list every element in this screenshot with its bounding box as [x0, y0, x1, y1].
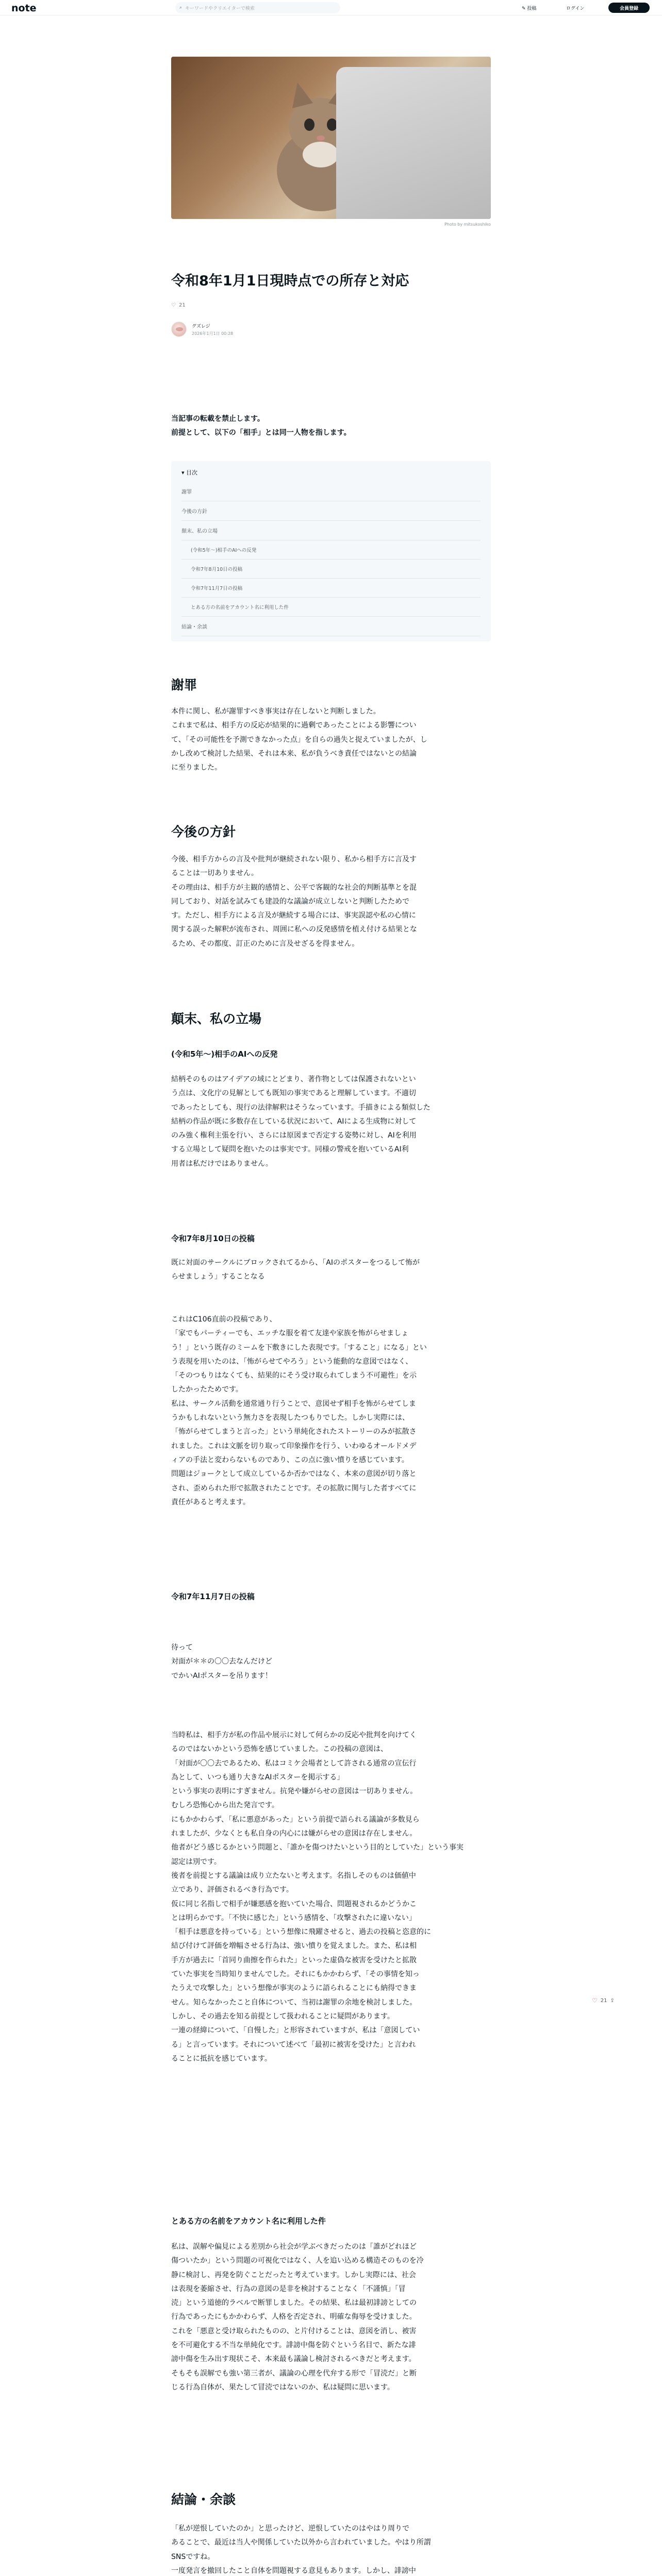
- note-logo[interactable]: note: [11, 3, 37, 14]
- subsection-heading: 令和7年8月10日の投稿: [171, 1234, 255, 1243]
- text-line: じる行為自体が、果たして冒涜ではないのか、私は疑問に思います。: [171, 2383, 394, 2392]
- section-heading: 結論・余談: [171, 2492, 236, 2507]
- subsection-heading: 令和7年11月7日の投稿: [171, 1592, 255, 1601]
- text-line: 私は、サークル活動を通常通り行うことで、意図せず相手を怖がらせてしま: [171, 1399, 416, 1408]
- text-line: う点は、文化庁の見解としても既知の事実であると理解しています。不適切: [171, 1089, 416, 1098]
- text-line: 他者がどう感じるかという問題と、「誰かを傷つけたいという目的としていた」という事実: [171, 1843, 464, 1852]
- text-line: 静に検討し、再発を防ぐことだったと考えています。しかし実際には、社会: [171, 2270, 416, 2279]
- lead-line: 当記事の転載を禁止します。: [171, 415, 264, 423]
- text-line: 結柄そのものはアイデアの域にとどまり、著作物としては保護されないとい: [171, 1075, 416, 1083]
- text-line: これまで私は、相手方の反応が結果的に過剰であったことによる影響につい: [171, 721, 417, 730]
- text-line: 対面が＊＊の〇〇去なんだけど: [171, 1657, 272, 1666]
- toc-item[interactable]: 謝罪: [181, 482, 481, 501]
- text-line: そもそも誤解でも強い第三者が、議論の心理を代弁する形で「冒涜だ」と断: [171, 2369, 417, 2378]
- section-body: [171, 2522, 491, 2576]
- subsection-heading: とある方の名前をアカウント名に利用した件: [171, 2216, 326, 2226]
- text-line: 既に対面のサークルにブロックされてるから、「AIのポスターをつるして怖が: [171, 1259, 420, 1267]
- heart-outline-icon: ♡: [171, 302, 176, 308]
- author-name[interactable]: グズレジ: [192, 324, 210, 329]
- text-line: る」と言っています。それについて述べて「最初に被害を受けた」と言われ: [171, 2040, 416, 2049]
- text-line: 結び付けて評価を増幅させる行為は、強い憤りを覚えました。また、私は相: [171, 1942, 417, 1951]
- floating-like[interactable]: [592, 1997, 615, 2004]
- text-line: ていた事実を当時知りませんでした。それにもかかわらず、「その事情を知っ: [171, 1970, 420, 1979]
- text-line: であったとしても、現行の法律解釈はそうなっています。手描きによる類似した: [171, 1103, 431, 1112]
- text-line: れましたが、少なくとも私自身の内心には嫌がらせの意図は存在しません。: [171, 1829, 417, 1838]
- text-line: あることで、最近は当人や関係していた以外から言われていました。やはり所謂: [171, 2538, 431, 2547]
- section-body: [171, 1313, 491, 1510]
- pen-icon: ✎: [522, 6, 526, 11]
- toc-head-label: 目次: [186, 469, 198, 476]
- text-line: 今後、相手方からの言及や批判が継続されない限り、私から相手方に言及す: [171, 855, 417, 863]
- text-line: 認定は別です。: [171, 1857, 221, 1866]
- text-line: れました。これは文脈を切り取って印象操作を行う、いわゆるオールドメデ: [171, 1442, 417, 1450]
- search-icon: ⌕: [179, 5, 183, 10]
- text-line: るため、その都度、訂正のために言及せざるを得ません。: [171, 939, 359, 948]
- text-line: は表現を萎縮させ、行為の意図の是非を検討することなく「不謹慎」「冒: [171, 2284, 406, 2293]
- text-line: たうえで攻撃した」という想像が事実のように語られることにも納得できま: [171, 1984, 417, 1993]
- text-line: 一連の経緯について、「自慢した」と形容されていますが、私は「意図してい: [171, 2026, 420, 2035]
- text-line: しかし、その過去を知る前提として扱われることに疑問があります。: [171, 2012, 394, 2021]
- toc-item[interactable]: 令和7年8月10日の投稿: [181, 560, 481, 579]
- section-body: [171, 853, 491, 951]
- section-heading: 謝罪: [171, 677, 197, 692]
- text-line: かし改めて検討した結果、それは本来、私が負うべき責任ではないとの結論: [171, 749, 417, 758]
- text-line: 同しており、対話を試みても建設的な議論が成立しないと判断したためで: [171, 897, 409, 906]
- text-line: 仮に同じ名指しで相手が嫌悪感を抱いていた場合、問題視されるかどうかこ: [171, 1900, 417, 1908]
- text-line: 傷ついたか」という問題の可視化ではなく、人を追い込める構造そのものを冷: [171, 2257, 424, 2265]
- text-line: にもかかわらず、「私に悪意があった」という前提で語られる議論が多数見ら: [171, 1815, 420, 1824]
- text-line: 「そのつもりはなくても、結果的にそう受け取られてしまう不可避性」を示: [171, 1371, 417, 1380]
- text-line: 為として、いつも通り大きなAIポスターを掲示する」: [171, 1773, 344, 1782]
- hero-image: [171, 57, 491, 219]
- section-body: [171, 705, 491, 775]
- text-line: SNSですね。: [171, 2552, 215, 2561]
- text-line: 私は、誤解や偏見による差別から社会が学ぶべきだったのは「誰がどれほど: [171, 2243, 417, 2251]
- section-body: [171, 1728, 491, 2066]
- toc-item[interactable]: 今後の方針: [181, 501, 481, 521]
- title-like-count[interactable]: [171, 302, 186, 308]
- text-line: のみ強く権利主張を行い、さらには原図まで否定する姿勢に対し、AIを利用: [171, 1131, 417, 1140]
- site-header: [0, 0, 662, 15]
- text-line: 「対面が〇〇去であるため、私はコミケ会場者として許される通常の宣伝行: [171, 1759, 417, 1768]
- text-line: 謗中傷を生み出す現状こそ、本来最も議論し検討されるべきだと考えます。: [171, 2355, 416, 2364]
- login-link[interactable]: ログイン: [566, 6, 585, 11]
- text-line: 関する誤った解釈が流布され、周囲に私への反発感情を植え付ける結果とな: [171, 925, 417, 934]
- lead-line: 前提として、以下の「相手」とは同一人物を指します。: [171, 428, 351, 437]
- section-body: [171, 1256, 491, 1284]
- text-line: され、歪められた形で拡散されたことです。その拡散に関与した者すべてに: [171, 1484, 417, 1493]
- search-placeholder: キーワードやクリエイターで検索: [185, 6, 255, 11]
- laptop-shape: [336, 67, 491, 219]
- text-line: 当時私は、相手方が私の作品や展示に対して何らかの反応や批判を向けてく: [171, 1731, 417, 1739]
- text-line: う！」という既存のミームを下敷きにした表現です。「すること」になる」とい: [171, 1343, 427, 1352]
- chevron-down-icon: ▾: [181, 469, 185, 476]
- text-line: その理由は、相手方が主観的感情と、公平で客観的な社会的判断基準とを混: [171, 883, 417, 892]
- register-button[interactable]: 会員登録: [608, 3, 650, 13]
- text-line: 立であり、評価されるべき行為です。: [171, 1886, 293, 1894]
- text-line: せん。知らなかったこと自体について、当初は謝罪の余地を検討しました。: [171, 1998, 417, 2007]
- text-line: ることは一切ありません。: [171, 869, 258, 878]
- text-line: とは明らかです。「不快に感じた」という感情を、「攻撃されたに違いない」: [171, 1913, 416, 1922]
- article-lead: [171, 412, 491, 439]
- search-box[interactable]: [175, 2, 340, 13]
- text-line: 結柄の作品が既に多数存在している状況において、AIによる生成物に対して: [171, 1117, 417, 1126]
- section-body: [171, 1073, 491, 1171]
- text-line: 涜」という道徳的ラベルで断罪しました。その結果、私は最初誹謗としての: [171, 2299, 417, 2308]
- text-line: す。ただし、相手方による言及が継続する場合には、事実誤認や私の心情に: [171, 911, 416, 920]
- section-heading: 今後の方針: [171, 824, 236, 839]
- text-line: を不可避化する不当な単純化です。誹謗中傷を防ぐという名目で、新たな誹: [171, 2341, 416, 2350]
- text-line: うかもしれないという無力さを表現したつもりでした。しかし実際には、: [171, 1414, 409, 1422]
- text-line: ることに抵抗を感じています。: [171, 2054, 272, 2063]
- text-line: 一度発言を撤回したこと自体を問題視する意見もあります。しかし、誹謗中: [171, 2566, 416, 2575]
- text-line: て、「その可能性を予測できなかった点」を自らの過失と捉えていましたが、し: [171, 735, 427, 744]
- text-line: 責任があると考えます。: [171, 1498, 250, 1506]
- text-line: 「怖がらせてしまうと言った」という単純化されたストーリーのみが拡散さ: [171, 1428, 417, 1436]
- post-label: 投稿: [527, 6, 537, 11]
- text-line: う表現を用いたのは、「怖がらせてやろう」という能動的な意図ではなく、: [171, 1357, 413, 1366]
- table-of-contents: [171, 461, 491, 641]
- article-title: 令和8年1月1日現時点での所存と対応: [171, 273, 409, 289]
- text-line: でかいAIポスターを吊ります！: [171, 1671, 272, 1680]
- text-line: 「私が逆恨していたのか」と思ったけど、逆恨していたのはやはり周りで: [171, 2524, 409, 2533]
- text-line: 「家でもパーティーでも、エッチな服を着て友達や家族を怖がらせましょ: [171, 1329, 409, 1338]
- toc-item[interactable]: 令和7年11月7日の投稿: [181, 579, 481, 598]
- toc-item[interactable]: (令和5年〜)相手のAIへの反発: [181, 540, 481, 560]
- text-line: らせましょう」することなる: [171, 1273, 265, 1281]
- text-line: 手方が過去に「首同り曲擦を作られた」といった虚偽な被害を受けたと拡散: [171, 1956, 417, 1964]
- author-row[interactable]: [171, 321, 233, 337]
- text-line: 本件に関し、私が謝罪すべき事実は存在しないと判断しました。: [171, 707, 380, 716]
- toc-head[interactable]: [181, 468, 481, 477]
- post-link[interactable]: [522, 5, 536, 11]
- heart-icon: ♡: [592, 1997, 598, 2004]
- subsection-heading: (令和5年〜)相手のAIへの反発: [171, 1049, 278, 1059]
- toc-item[interactable]: とある方の名前をアカウント名に利用した件: [181, 598, 481, 617]
- text-line: るのではないかという恐怖を感じていました。この投稿の意図は、: [171, 1745, 388, 1754]
- floating-like-count: 21: [600, 1997, 607, 2004]
- toc-item[interactable]: 顛末、私の立場: [181, 521, 481, 540]
- toc-item[interactable]: 結論・余談: [181, 617, 481, 636]
- text-line: に至りました。: [171, 764, 222, 772]
- quoted-post: [171, 1641, 491, 1683]
- text-line: 後者を前提とする議論は成り立たないと考えます。名指しそのものは価値中: [171, 1871, 416, 1880]
- text-line: する立場として疑問を抱いたのは事実です。同様の警戒を抱いているAI利: [171, 1145, 409, 1154]
- photo-credit: Photo by mitsukoshiko: [444, 222, 491, 227]
- text-line: むしろ恐怖心から出た発言です。: [171, 1801, 279, 1810]
- section-heading: 顛末、私の立場: [171, 1011, 262, 1026]
- publish-date: 2026年1月1日 00:28: [192, 331, 234, 336]
- text-line: 「相手は悪意を持っている」という想像に飛躍させると、過去の投稿と恣意的に: [171, 1928, 431, 1937]
- text-line: これはC106直前の投稿であり、: [171, 1315, 277, 1324]
- text-line: これを「悪意と受け取られたものの、と片付けることは、意図を消し、被害: [171, 2327, 417, 2335]
- section-body: [171, 2240, 491, 2395]
- text-line: したかったためです。: [171, 1385, 243, 1394]
- like-count: 21: [178, 302, 186, 308]
- text-line: という事実の表明にすぎません。抗発や嫌がらせの意図は一切ありません。: [171, 1787, 418, 1796]
- text-line: 問題はジョークとして成立しているか否かではなく、本来の意図が切り落と: [171, 1470, 417, 1479]
- share-icon[interactable]: ⇪: [610, 1997, 615, 2004]
- author-avatar[interactable]: [171, 321, 187, 337]
- text-line: 用者は私だけではありません。: [171, 1159, 273, 1168]
- text-line: 行為であったにもかかわらず、人格を否定され、明確な侮辱を受けました。: [171, 2313, 417, 2321]
- text-line: 待って: [171, 1643, 193, 1652]
- text-line: ィアの手法と変わらないものであり、この点に強い憤りを感じています。: [171, 1455, 409, 1464]
